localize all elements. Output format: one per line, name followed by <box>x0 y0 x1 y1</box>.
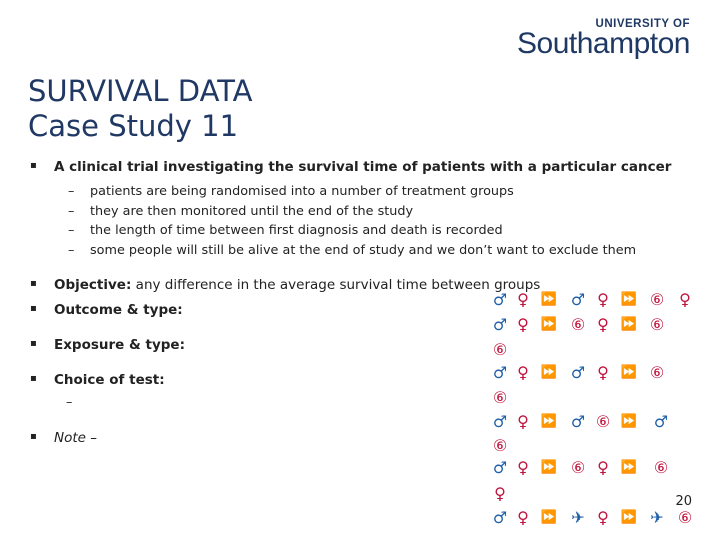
six-icon: ⑥ <box>492 388 508 407</box>
logo-line-1: UNIVERSITY OF <box>595 18 690 30</box>
male-icon: ♂ <box>492 315 508 334</box>
arrow-icon: ⏩ <box>620 365 638 380</box>
six-icon: ⑥ <box>677 508 693 527</box>
male-icon: ♂ <box>492 412 508 431</box>
female-icon: ♀ <box>597 508 609 527</box>
bullet-dot: ▪ <box>30 373 37 384</box>
bullet-dot: ▪ <box>30 278 37 289</box>
arrow-icon: ⏩ <box>620 414 638 429</box>
six-icon: ⑥ <box>649 363 665 382</box>
bullet-dot: ▪ <box>30 338 37 349</box>
female-icon: ♀ <box>679 290 691 309</box>
female-icon: ♀ <box>517 315 529 334</box>
arrow-icon: ⏩ <box>540 414 558 429</box>
objective-text: any difference in the average survival time between groups <box>131 277 541 293</box>
title-line-1: SURVIVAL DATA <box>28 74 253 108</box>
arrow-icon: ⏩ <box>540 317 558 332</box>
arrow-icon: ⏩ <box>620 510 638 525</box>
arrow-icon: ⏩ <box>540 365 558 380</box>
six-icon: ⑥ <box>570 315 586 334</box>
female-icon: ♀ <box>597 290 609 309</box>
six-icon: ⑥ <box>649 290 665 309</box>
male-icon: ♂ <box>492 363 508 382</box>
note-label: Note – <box>54 430 97 446</box>
sub-bullet-text: patients are being randomised into a number of treatment groups <box>90 184 514 199</box>
title-line-2: Case Study 11 <box>28 109 239 143</box>
arrow-icon: ⏩ <box>620 460 638 475</box>
six-icon: ⑥ <box>492 340 508 359</box>
six-icon: ⑥ <box>595 412 611 431</box>
female-icon: ♀ <box>597 315 609 334</box>
plane-icon: ✈ <box>650 508 664 527</box>
male-icon: ♂ <box>570 290 586 309</box>
six-icon: ⑥ <box>649 315 665 334</box>
female-icon: ♀ <box>494 484 506 503</box>
female-icon: ♀ <box>517 458 529 477</box>
objective-label: Objective: <box>54 277 132 293</box>
bullet-dot: ▪ <box>30 160 37 171</box>
page-number: 20 <box>675 494 692 509</box>
male-icon: ♂ <box>570 412 586 431</box>
female-icon: ♀ <box>597 458 609 477</box>
six-icon: ⑥ <box>570 458 586 477</box>
female-icon: ♀ <box>597 363 609 382</box>
male-icon: ♂ <box>492 458 508 477</box>
sub-bullet-text: the length of time between first diagnosis and death is recorded <box>90 223 503 238</box>
bullet-dot: ▪ <box>30 303 37 314</box>
arrow-icon: ⏩ <box>540 292 558 307</box>
exposure-label: Exposure & type: <box>54 337 185 353</box>
logo-line-2: Southampton <box>517 27 690 60</box>
male-icon: ♂ <box>570 363 586 382</box>
sub-bullet-text: they are then monitored until the end of the study <box>90 204 414 219</box>
bullet-text: A clinical trial investigating the survival time of patients with a particular cancer <box>54 159 672 175</box>
arrow-icon: ⏩ <box>540 510 558 525</box>
outcome-label: Outcome & type: <box>54 302 183 318</box>
female-icon: ♀ <box>517 508 529 527</box>
arrow-icon: ⏩ <box>620 317 638 332</box>
sub-bullet-text: some people will still be alive at the end of study and we don’t want to exclude them <box>90 243 637 258</box>
female-icon: ♀ <box>517 412 529 431</box>
six-icon: ⑥ <box>492 436 508 455</box>
female-icon: ♀ <box>517 363 529 382</box>
female-icon: ♀ <box>517 290 529 309</box>
male-icon: ♂ <box>653 412 669 431</box>
six-icon: ⑥ <box>653 458 669 477</box>
male-icon: ♂ <box>492 508 508 527</box>
arrow-icon: ⏩ <box>540 460 558 475</box>
choice-sub-dash: – <box>66 395 73 410</box>
bullet-dot: ▪ <box>30 431 37 442</box>
arrow-icon: ⏩ <box>620 292 638 307</box>
male-icon: ♂ <box>492 290 508 309</box>
choice-label: Choice of test: <box>54 372 165 388</box>
plane-icon: ✈ <box>571 508 585 527</box>
